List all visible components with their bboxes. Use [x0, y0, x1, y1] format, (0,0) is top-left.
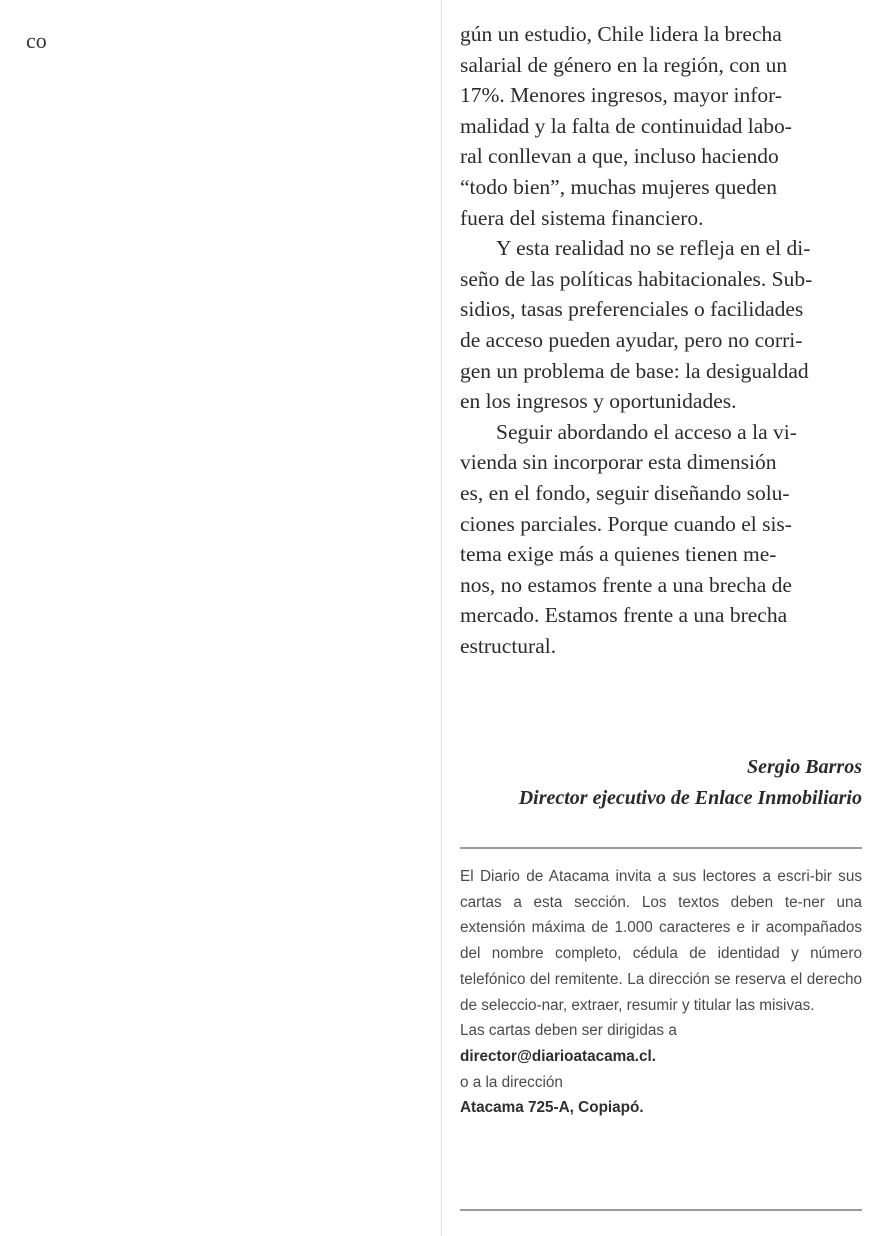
letter-signature: [460, 752, 862, 814]
bottom-divider: [460, 1209, 862, 1211]
letters-column: [441, 0, 880, 1236]
notice-address: Atacama 725-A, Copiapó.: [460, 1099, 644, 1117]
letter-paragraph-3: Seguir abordando el acceso a la vi- vienda sin incorporar esta dimensión es, en el fondo, seguir diseñando solu- ciones parciales. Porque cuando el sis- tema exige más a quienes tienen me- nos, no estamos frente a una brecha de mercado. Estamos frente a una brecha estructural.: [460, 419, 797, 658]
author-name: Sergio Barros: [746, 756, 862, 778]
notice-or-address-label: o a la dirección: [460, 1073, 563, 1091]
section-divider: [460, 847, 862, 849]
letter-paragraph-2: Y esta realidad no se refleja en el di- seño de las políticas habitacionales. Sub- sidios, tasas preferenciales o facilidades de acceso pueden ayudar, pero no corri- gen un problema de base: la desigualdad en los ingresos y oportunidades.: [460, 236, 813, 414]
submission-notice: [460, 864, 862, 1121]
letter-body: [460, 19, 862, 661]
author-title: Director ejecutivo de Enlace Inmobiliario: [518, 787, 862, 809]
notice-send-to-label: Las cartas deben ser dirigidas a: [460, 1022, 677, 1040]
letter-paragraph-1: gún un estudio, Chile lidera la brecha salarial de género en la región, con un 17%. Menores ingresos, mayor infor- malidad y la falta de continuidad labo- ral conllevan a que, incluso haciendo “todo bien”, muchas mujeres queden fuera del sistema financiero.: [460, 22, 792, 230]
notice-body: El Diario de Atacama invita a sus lectores a escri-bir sus cartas a esta sección. Los textos deben te-ner una extensión máxima de 1.000 caracteres e ir acompañados del nombre completo, cédula de identidad y número telefónico del remitente. La dirección se reserva el derecho de seleccio-nar, extraer, resumir y titular las misivas.: [460, 868, 862, 1014]
previous-column-fragment: co: [26, 28, 47, 53]
notice-email: director@diarioatacama.cl.: [460, 1047, 657, 1065]
